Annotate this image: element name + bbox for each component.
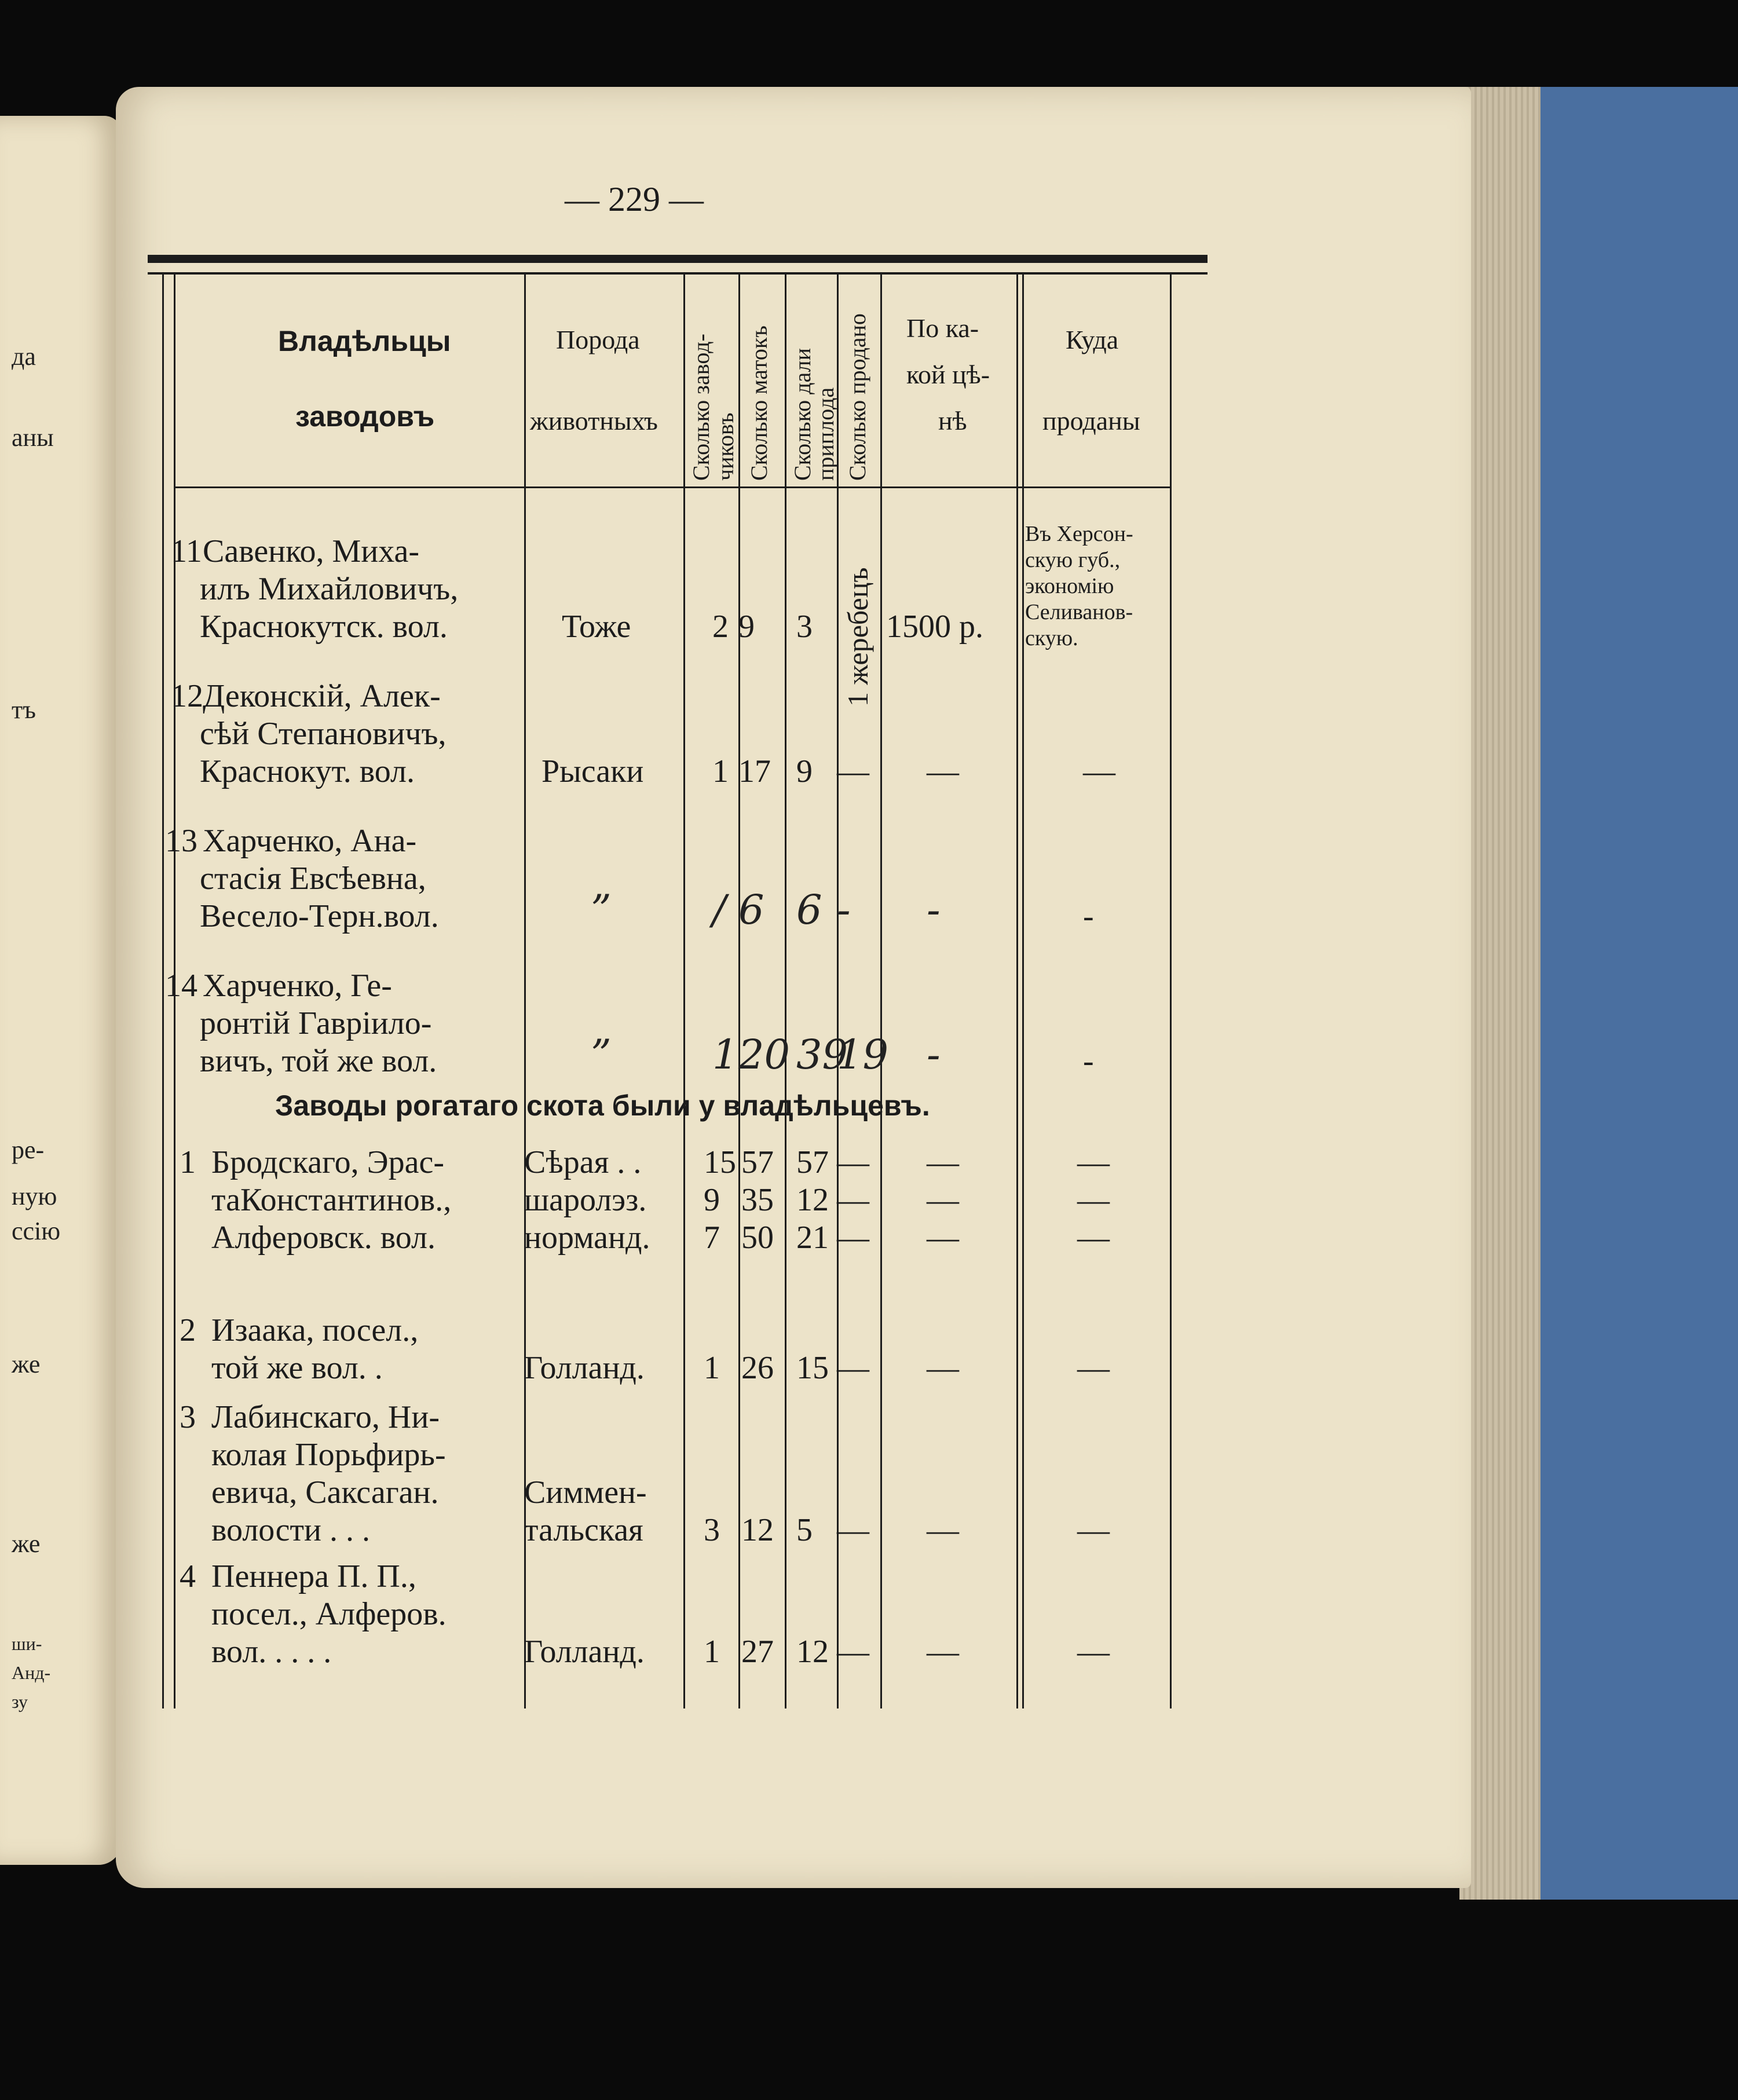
destination: экономію — [1025, 574, 1114, 598]
offspring-count: 57 — [796, 1144, 829, 1180]
owner-name: ронтій Гавріило- — [200, 1005, 432, 1041]
header-price: По ка- — [906, 313, 979, 343]
breed: Сѣрая . . — [524, 1144, 642, 1180]
studs-count: 1 — [704, 1634, 720, 1670]
breed: Тоже — [562, 609, 631, 645]
header-breed: животныхъ — [530, 406, 658, 436]
owner-name: таКонстантинов., — [211, 1182, 452, 1218]
owner-name: Лабинскаго, Ни- — [211, 1399, 440, 1435]
destination: скую губ., — [1025, 548, 1121, 572]
destination: - — [1083, 1043, 1094, 1079]
owner-name: Изаака, посел., — [211, 1312, 419, 1348]
sold-count: — — [837, 1350, 869, 1386]
mares-count: 12 — [741, 1512, 774, 1548]
left-page-fragment — [0, 116, 122, 1865]
breed: норманд. — [524, 1220, 650, 1256]
owner-name: илъ Михайловичъ, — [200, 571, 459, 607]
header-breed: Порода — [556, 325, 640, 354]
studs-count: 2 — [712, 609, 729, 645]
header-offspring: Сколько дали — [789, 348, 815, 481]
owner-name: Харченко, Ана- — [203, 823, 417, 859]
mares-count: 27 — [741, 1634, 774, 1670]
left-page-text: ную — [12, 1182, 57, 1210]
owner-name: Деконскій, Алек- — [203, 678, 441, 714]
breed: шаролэз. — [524, 1182, 647, 1218]
top-rule — [148, 255, 1208, 263]
header-offspring: приплода — [813, 387, 839, 481]
destination: — — [1077, 1182, 1110, 1218]
header-where: Куда — [1066, 325, 1119, 354]
price: — — [927, 1182, 959, 1218]
row-number: 2 — [180, 1312, 196, 1348]
header-owners: заводовъ — [295, 400, 435, 433]
studs-count: 7 — [704, 1220, 720, 1256]
studs-count: 15 — [704, 1144, 736, 1180]
studs-count: 1 — [712, 753, 729, 789]
sold-count: — — [837, 1144, 869, 1180]
price: — — [927, 1220, 959, 1256]
row-number: 1 — [180, 1144, 196, 1180]
header-rule — [174, 486, 1170, 488]
sold-count: 1 жеребецъ — [841, 567, 874, 707]
price: — — [927, 1144, 959, 1180]
header-price: нѣ — [938, 406, 967, 436]
destination: — — [1077, 1350, 1110, 1386]
owner-name: Харченко, Ге- — [203, 968, 392, 1004]
left-page-text: ссію — [12, 1217, 61, 1245]
destination: - — [1083, 898, 1094, 934]
sold-count: — — [837, 1182, 869, 1218]
row-number: 14 — [165, 968, 197, 1004]
owner-name: Краснокут. вол. — [200, 753, 415, 789]
book-cover — [1541, 87, 1738, 1900]
sold-count: - — [837, 886, 851, 934]
left-page-text: же — [12, 1530, 41, 1558]
left-page-text: ре- — [12, 1136, 45, 1164]
price: — — [927, 753, 959, 789]
owner-name: колая Порьфирь- — [211, 1437, 446, 1473]
owner-name: волости . . . — [211, 1512, 370, 1548]
destination: — — [1077, 1144, 1110, 1180]
price: — — [927, 1634, 959, 1670]
sold-count: — — [837, 1634, 869, 1670]
left-page-text: Анд- — [12, 1662, 51, 1683]
price: — — [927, 1350, 959, 1386]
section-heading: Заводы рогатаго скота были у владѣльцевъ. — [275, 1089, 930, 1122]
row-number: 11 — [171, 533, 202, 569]
mares-count: 57 — [741, 1144, 774, 1180]
owner-name: сѣй Степановичъ, — [200, 716, 447, 752]
row-number: 3 — [180, 1399, 196, 1435]
price: - — [927, 886, 941, 934]
header-studs: чиковъ — [712, 412, 738, 481]
owner-name: стасія Евсѣевна, — [200, 861, 426, 897]
offspring-count: 6 — [796, 886, 822, 934]
mares-count: 6 — [738, 886, 764, 934]
mares-count: 9 — [738, 609, 755, 645]
offspring-count: 21 — [796, 1220, 829, 1256]
offspring-count: 3 — [796, 609, 813, 645]
studs-count: / — [712, 886, 726, 934]
mares-count: 17 — [738, 753, 771, 789]
owner-name: Краснокутск. вол. — [200, 609, 448, 645]
header-sold: Сколько продано — [844, 313, 870, 481]
mares-count: 26 — [741, 1350, 774, 1386]
owner-name: Алферовск. вол. — [211, 1220, 436, 1256]
page-number: — 229 — — [565, 180, 704, 218]
offspring-count: 9 — [796, 753, 813, 789]
breed: ” — [591, 1031, 612, 1078]
column-rule — [162, 272, 164, 1708]
breed: тальская — [524, 1512, 643, 1548]
row-number: 4 — [180, 1558, 196, 1594]
studs-count: 3 — [704, 1512, 720, 1548]
left-page-text: да — [12, 342, 36, 371]
owner-name: Савенко, Миха- — [203, 533, 420, 569]
owner-name: Пеннера П. П., — [211, 1558, 416, 1594]
left-page-text: зу — [12, 1691, 28, 1712]
header-studs: Сколько завод- — [688, 334, 714, 481]
header-price: кой цѣ- — [906, 360, 990, 389]
destination: — — [1083, 753, 1115, 789]
destination: — — [1077, 1634, 1110, 1670]
destination: Селиванов- — [1025, 600, 1133, 624]
studs-count: 1 — [704, 1350, 720, 1386]
left-page-text: аны — [12, 423, 54, 452]
sold-count: — — [837, 1512, 869, 1548]
owner-name: посел., Алферов. — [211, 1596, 447, 1632]
offspring-count: 5 — [796, 1512, 813, 1548]
sold-count: 19 — [837, 1031, 889, 1078]
owner-name: Весело-Терн.вол. — [200, 898, 439, 934]
row-number: 13 — [165, 823, 197, 859]
breed: Голланд. — [524, 1634, 645, 1670]
breed: Голланд. — [524, 1350, 645, 1386]
destination: — — [1077, 1512, 1110, 1548]
sold-count: — — [837, 753, 869, 789]
offspring-count: 39 — [796, 1031, 848, 1078]
header-mares: Сколько матокъ — [746, 325, 772, 481]
left-page-text: же — [12, 1350, 41, 1378]
row-number: 12 — [171, 678, 203, 714]
left-page-text: ши- — [12, 1633, 42, 1654]
breed: Симмен- — [524, 1475, 647, 1510]
breed: ” — [591, 886, 612, 934]
offspring-count: 12 — [796, 1634, 829, 1670]
studs-count: 1 — [712, 1031, 738, 1078]
destination: Въ Херсон- — [1025, 522, 1133, 546]
left-page-text: тъ — [12, 696, 36, 724]
mares-count: 35 — [741, 1182, 774, 1218]
top-rule-thin — [148, 272, 1208, 275]
column-rule — [1170, 272, 1172, 1708]
header-owners: Владѣльцы — [278, 325, 451, 357]
owner-name: Бродскаго, Эрас- — [211, 1144, 445, 1180]
breed: Рысаки — [541, 753, 644, 789]
mares-count: 20 — [738, 1031, 791, 1078]
price: - — [927, 1031, 941, 1078]
header-where: проданы — [1042, 406, 1140, 436]
studs-count: 9 — [704, 1182, 720, 1218]
destination: — — [1077, 1220, 1110, 1256]
destination: скую. — [1025, 626, 1078, 650]
offspring-count: 15 — [796, 1350, 829, 1386]
price: — — [927, 1512, 959, 1548]
owner-name: той же вол. . — [211, 1350, 383, 1386]
price: 1500 р. — [886, 609, 983, 645]
owner-name: евича, Саксаган. — [211, 1475, 439, 1510]
owner-name: вол. . . . . — [211, 1634, 332, 1670]
sold-count: — — [837, 1220, 869, 1256]
offspring-count: 12 — [796, 1182, 829, 1218]
mares-count: 50 — [741, 1220, 774, 1256]
owner-name: вичъ, той же вол. — [200, 1043, 437, 1079]
